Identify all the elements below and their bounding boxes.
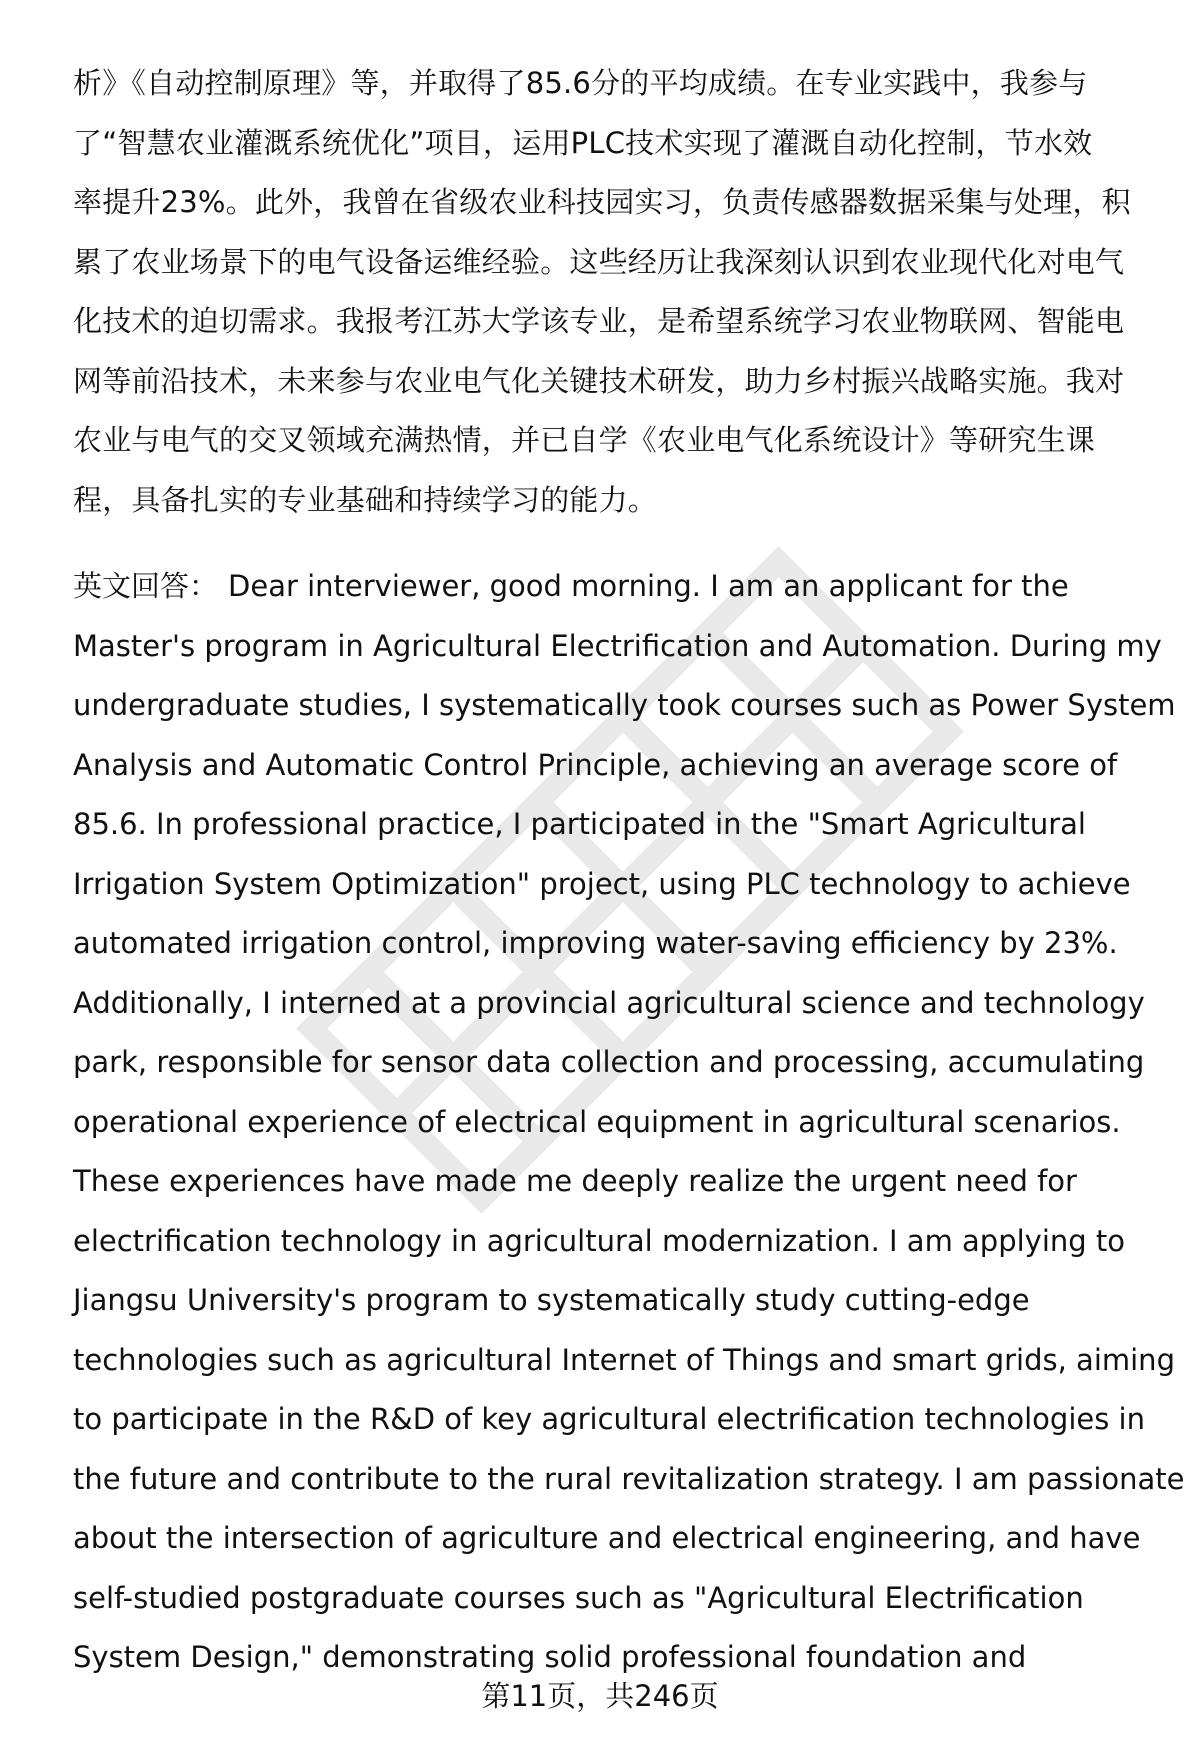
page-number-footer: 第11页，共246页 xyxy=(481,1679,719,1713)
english-line: Additionally, I interned at a provincial agricultural science and technology xyxy=(73,985,1145,1020)
english-line: park, responsible for sensor data collection and processing, accumulating xyxy=(73,1045,1145,1079)
english-line: Master's program in Agricultural Electrification and Automation. During my xyxy=(73,628,1162,663)
english-line: System Design," demonstrating solid professional foundation and xyxy=(73,1640,1027,1674)
english-line: 85.6. In professional practice, I participated in the "Smart Agricultural xyxy=(73,807,1086,841)
english-line: self-studied postgraduate courses such as "Agricultural Electrification xyxy=(73,1580,1084,1615)
english-line: to participate in the R&D of key agricultural electrification technologies in xyxy=(73,1402,1145,1436)
english-line: These experiences have made me deeply realize the urgent need for xyxy=(73,1164,1077,1198)
chinese-line: 了“智慧农业灌溉系统优化”项目，运用PLC技术实现了灌溉自动化控制，节水效 xyxy=(73,125,1093,160)
english-line: undergraduate studies, I systematically took courses such as Power System xyxy=(73,688,1176,722)
english-line: operational experience of electrical equipment in agricultural scenarios. xyxy=(73,1104,1121,1139)
english-first-line xyxy=(73,557,1163,617)
english-line: electrification technology in agricultural modernization. I am applying to xyxy=(73,1223,1126,1258)
chinese-answer-paragraph xyxy=(73,54,1153,530)
chinese-line: 累了农业场景下的电气设备运维经验。这些经历让我深刻认识到农业现代化对电气 xyxy=(73,244,1125,279)
english-line: Analysis and Automatic Control Principle, achieving an average score of xyxy=(73,747,1118,782)
chinese-line: 网等前沿技术，未来参与农业电气化关键技术研发，助力乡村振兴战略实施。我对 xyxy=(73,363,1125,398)
english-line: automated irrigation control, improving water-saving efficiency by 23%. xyxy=(73,926,1118,960)
chinese-line: 农业与电气的交叉领域充满热情，并已自学《农业电气化系统设计》等研究生课 xyxy=(73,423,1096,457)
english-answer-paragraph xyxy=(73,557,1185,1688)
english-answer-label: 英文回答： xyxy=(73,569,219,603)
chinese-line: 析》《自动控制原理》等，并取得了85.6分的平均成绩。在专业实践中，我参与 xyxy=(73,66,1088,100)
english-line: Irrigation System Optimization" project, using PLC technology to achieve xyxy=(73,866,1131,901)
english-line: technologies such as agricultural Internet of Things and smart grids, aiming xyxy=(73,1342,1175,1377)
english-line: Jiangsu University's program to systematically study cutting-edge xyxy=(73,1283,1030,1317)
chinese-line: 率提升23%。此外，我曾在省级农业科技园实习，负责传感器数据采集与处理，积 xyxy=(73,185,1131,219)
chinese-line: 化技术的迫切需求。我报考江苏大学该专业，是希望系统学习农业物联网、智能电 xyxy=(73,304,1125,338)
english-line: Dear interviewer, good morning. I am an applicant for the xyxy=(228,569,1069,603)
english-line: the future and contribute to the rural revitalization strategy. I am passionate xyxy=(73,1461,1185,1496)
chinese-line: 程，具备扎实的专业基础和持续学习的能力。 xyxy=(73,482,658,517)
english-line: about the intersection of agriculture and electrical engineering, and have xyxy=(73,1521,1141,1555)
